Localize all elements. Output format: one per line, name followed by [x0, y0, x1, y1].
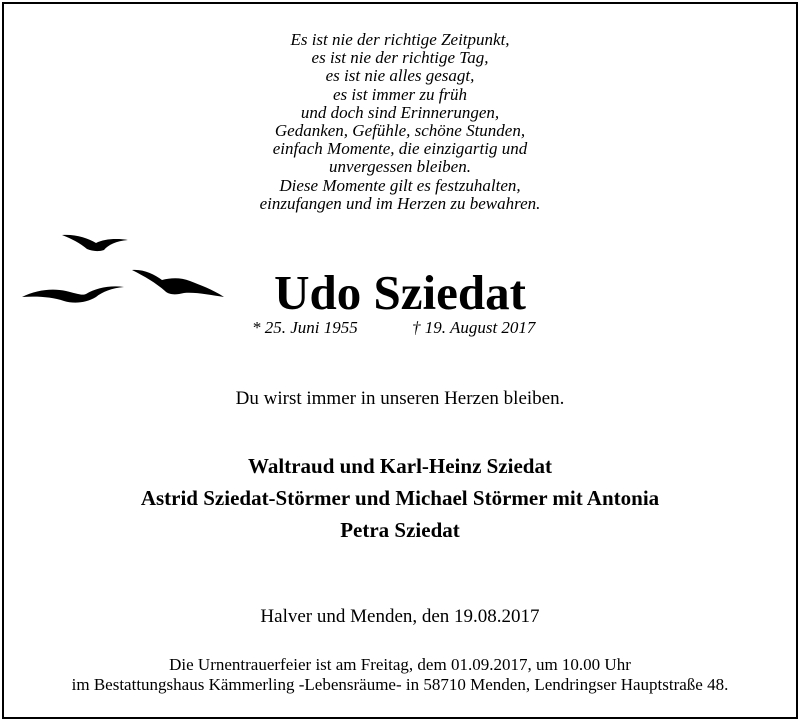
family-line: Petra Sziedat	[340, 518, 460, 542]
poem-line: und doch sind Erinnerungen,	[300, 102, 500, 122]
dedication: Du wirst immer in unseren Herzen bleiben.	[235, 388, 565, 409]
ceremony-line: im Bestattungshaus Kämmerling -Lebensräume- in 58710 Menden, Lendringser Hauptstraße 48.	[71, 675, 729, 694]
poem-line: es ist nie der richtige Tag,	[311, 48, 489, 68]
family-members	[0, 450, 800, 546]
poem-line: unvergessen bleiben.	[329, 157, 471, 177]
poem-line: es ist immer zu früh	[332, 84, 468, 104]
poem-line: Diese Momente gilt es festzuhalten,	[279, 175, 521, 195]
poem-line: Gedanken, Gefühle, schöne Stunden,	[274, 121, 526, 141]
poem-line: es ist nie alles gesagt,	[325, 66, 475, 86]
poem	[0, 31, 800, 213]
poem-line: einzufangen und im Herzen zu bewahren.	[259, 193, 541, 213]
deceased-name: Udo Sziedat	[274, 265, 526, 320]
death-date: † 19. August 2017	[412, 318, 536, 337]
poem-line: Es ist nie der richtige Zeitpunkt,	[290, 30, 510, 49]
ceremony-info	[0, 655, 800, 695]
place-and-date: Halver und Menden, den 19.08.2017	[260, 606, 540, 627]
family-line: Astrid Sziedat-Störmer und Michael Störmer mit Antonia	[140, 486, 660, 510]
poem-line: einfach Momente, die einzigartig und	[272, 139, 528, 159]
ceremony-line: Die Urnentrauerfeier ist am Freitag, dem 01.09.2017, um 10.00 Uhr	[169, 655, 631, 674]
family-line: Waltraud und Karl-Heinz Sziedat	[248, 454, 552, 478]
birth-date: * 25. Juni 1955	[252, 318, 358, 337]
